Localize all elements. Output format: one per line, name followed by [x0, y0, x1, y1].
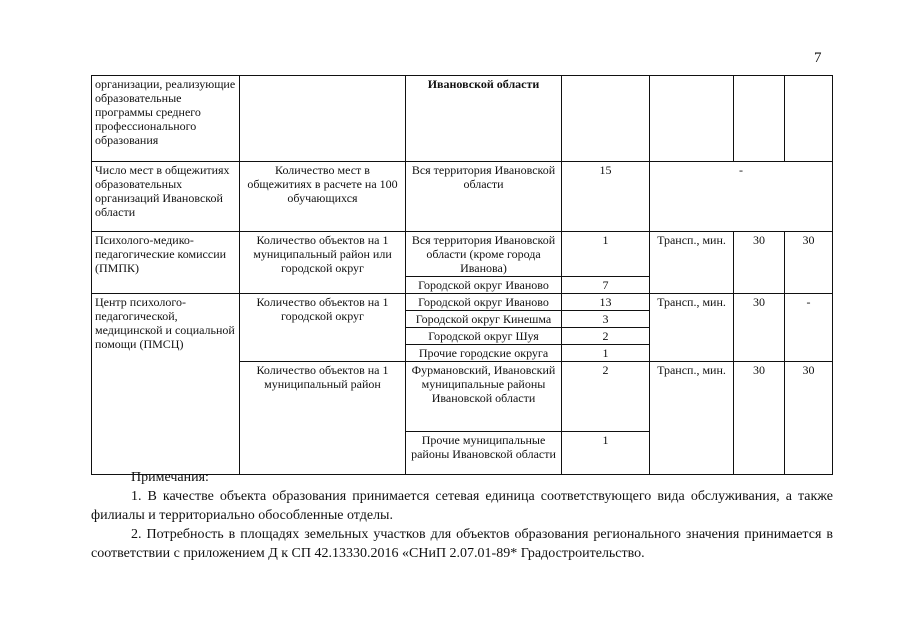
- row2-territory-cell: Вся территория Ивановской области: [406, 162, 562, 232]
- note-1: 1. В качестве объекта образования принимается сетевая единица соответствующего вида обслуживания, а также филиалы и территориально обособленные отделы.: [91, 489, 833, 523]
- row4-object-cell: Центр психолого-педагогической, медицинской и социальной помощи (ПМСЦ): [92, 294, 240, 475]
- row3-access-type-cell: Трансп., мин.: [650, 232, 734, 294]
- row1-access-value-a-cell: [734, 76, 785, 162]
- row3-object-cell: Психолого-медико-педагогические комиссии (ПМПК): [92, 232, 240, 294]
- row5-value-a-cell: 2: [562, 362, 650, 432]
- notes-section: [91, 468, 833, 563]
- note-2: 2. Потребность в площадях земельных участков для объектов образования регионального значения принимается в соответствии с приложением Д к СП 42.13330.2016 «СНиП 2.07.01-89* Градостроительство.: [91, 527, 833, 561]
- row4-value-a-cell: 13: [562, 294, 650, 311]
- row4-territory-a-cell: Городской округ Иваново: [406, 294, 562, 311]
- row1-value-cell: [562, 76, 650, 162]
- table-row: [92, 76, 833, 162]
- norms-table: [91, 75, 833, 475]
- table-row: [92, 232, 833, 277]
- row4-territory-b-cell: Городской округ Кинешма: [406, 311, 562, 328]
- page-number: 7: [814, 50, 822, 66]
- table-row: [92, 162, 833, 232]
- table-row: [92, 294, 833, 311]
- row4-value-d-cell: 1: [562, 345, 650, 362]
- row1-object-cell: организации, реализующие образовательные программы среднего профессионального образования: [92, 76, 240, 162]
- row3-access-value-a-cell: 30: [734, 232, 785, 294]
- row3-value-b-cell: 7: [562, 277, 650, 294]
- row2-value-cell: 15: [562, 162, 650, 232]
- row2-access-cell: -: [650, 162, 833, 232]
- row3-access-value-b-cell: 30: [785, 232, 833, 294]
- row1-access-value-b-cell: [785, 76, 833, 162]
- row4-indicator-cell: Количество объектов на 1 городской округ: [240, 294, 406, 362]
- row5-access-type-cell: Трансп., мин.: [650, 362, 734, 475]
- row4-access-value-b-cell: -: [785, 294, 833, 362]
- row5-indicator-cell: Количество объектов на 1 муниципальный район: [240, 362, 406, 475]
- row4-access-value-a-cell: 30: [734, 294, 785, 362]
- row2-object-cell: Число мест в общежитиях образовательных организаций Ивановской области: [92, 162, 240, 232]
- row3-territory-a-cell: Вся территория Ивановской области (кроме города Иванова): [406, 232, 562, 277]
- row4-value-c-cell: 2: [562, 328, 650, 345]
- row4-access-type-cell: Трансп., мин.: [650, 294, 734, 362]
- row5-access-value-a-cell: 30: [734, 362, 785, 475]
- row4-territory-d-cell: Прочие городские округа: [406, 345, 562, 362]
- row1-access-type-cell: [650, 76, 734, 162]
- notes-title: Примечания:: [131, 470, 209, 485]
- row5-access-value-b-cell: 30: [785, 362, 833, 475]
- row5-value-b-cell: 1: [562, 432, 650, 475]
- row1-indicator-cell: [240, 76, 406, 162]
- row5-territory-b-cell: Прочие муниципальные районы Ивановской области: [406, 432, 562, 475]
- row4-territory-c-cell: Городской округ Шуя: [406, 328, 562, 345]
- row3-indicator-cell: Количество объектов на 1 муниципальный район или городской округ: [240, 232, 406, 294]
- row3-territory-b-cell: Городской округ Иваново: [406, 277, 562, 294]
- row3-value-a-cell: 1: [562, 232, 650, 277]
- row4-value-b-cell: 3: [562, 311, 650, 328]
- row1-territory-cell: Ивановской области: [406, 76, 562, 162]
- row5-territory-a-cell: Фурмановский, Ивановский муниципальные районы Ивановской области: [406, 362, 562, 432]
- row2-indicator-cell: Количество мест в общежитиях в расчете на 100 обучающихся: [240, 162, 406, 232]
